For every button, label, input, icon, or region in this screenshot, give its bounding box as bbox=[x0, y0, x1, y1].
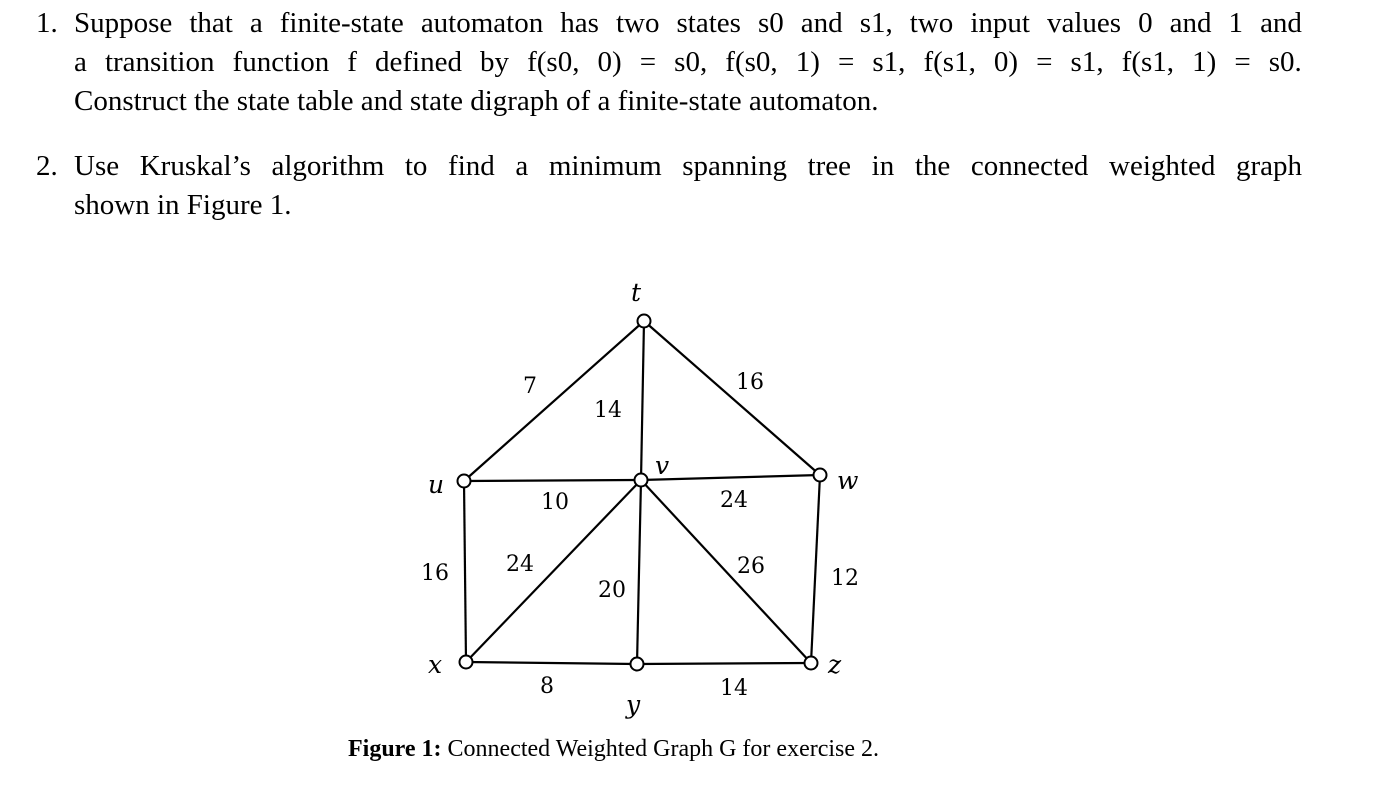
edge-w-z bbox=[811, 475, 820, 663]
vertex-label-t: t bbox=[631, 278, 642, 307]
problem-2-line-1-text: Use Kruskal’s algorithm to find a minimum spanning tree in the connected weighted graph bbox=[74, 150, 1302, 182]
edge-t-v bbox=[641, 321, 644, 480]
problem-1-line-1-text: Suppose that a finite-state automaton has two states s0 and s1, two input values 0 and 1 and bbox=[74, 7, 1302, 39]
figure-caption-label: Figure 1: bbox=[348, 736, 442, 762]
vertex-t bbox=[638, 315, 651, 328]
problem-1-line-3-text: Construct the state table and state digraph of a finite-state automaton. bbox=[74, 85, 879, 117]
problem-1-line-2-text: a transition function f defined by f(s0, 0) = s0, f(s0, 1) = s1, f(s1, 0) = s1, f(s1, 1) = s0. bbox=[74, 46, 1302, 78]
problem-number: 2. bbox=[36, 150, 58, 182]
edge-u-x bbox=[464, 481, 466, 662]
vertex-v bbox=[635, 474, 648, 487]
problem-1-line-2 bbox=[74, 43, 1302, 82]
vertex-label-w: w bbox=[837, 466, 859, 495]
problem-1-line-1 bbox=[74, 4, 1302, 43]
edge-v-y bbox=[637, 480, 641, 664]
weight-v-w: 24 bbox=[720, 488, 748, 513]
vertex-z bbox=[805, 657, 818, 670]
edge-y-z bbox=[637, 663, 811, 664]
weight-t-v: 14 bbox=[594, 398, 622, 423]
vertex-u bbox=[458, 475, 471, 488]
vertex-label-z: z bbox=[828, 650, 842, 679]
vertex-w bbox=[814, 469, 827, 482]
problem-2-line-2 bbox=[74, 186, 292, 225]
weight-u-x: 16 bbox=[421, 561, 449, 586]
problem-2-line-1 bbox=[74, 147, 1302, 186]
weight-u-v: 10 bbox=[541, 490, 569, 515]
vertex-label-u: u bbox=[428, 470, 445, 499]
figure-caption bbox=[348, 736, 879, 763]
weight-w-z: 12 bbox=[831, 566, 859, 591]
graph-svg bbox=[380, 255, 900, 725]
weight-v-z: 26 bbox=[737, 554, 765, 579]
figure-caption-text: Connected Weighted Graph G for exercise 2. bbox=[447, 736, 880, 762]
edge-u-v bbox=[464, 480, 641, 481]
problem-1-line-3 bbox=[74, 82, 879, 121]
weight-y-z: 14 bbox=[720, 676, 748, 701]
edge-t-w bbox=[644, 321, 820, 475]
weight-v-y: 20 bbox=[598, 578, 626, 603]
problem-2-line-2-text: shown in Figure 1. bbox=[74, 189, 292, 221]
edge-x-y bbox=[466, 662, 637, 664]
vertex-y bbox=[631, 658, 644, 671]
weight-u-t: 7 bbox=[523, 374, 537, 399]
weighted-graph-figure bbox=[380, 255, 900, 730]
weight-x-y: 8 bbox=[540, 674, 554, 699]
vertex-label-v: v bbox=[655, 451, 670, 480]
vertex-label-y: y bbox=[626, 690, 641, 719]
vertex-x bbox=[460, 656, 473, 669]
weight-x-v: 24 bbox=[506, 552, 534, 577]
vertex-label-x: x bbox=[428, 650, 443, 679]
problem-number: 1. bbox=[36, 7, 58, 39]
weight-t-w: 16 bbox=[736, 370, 764, 395]
